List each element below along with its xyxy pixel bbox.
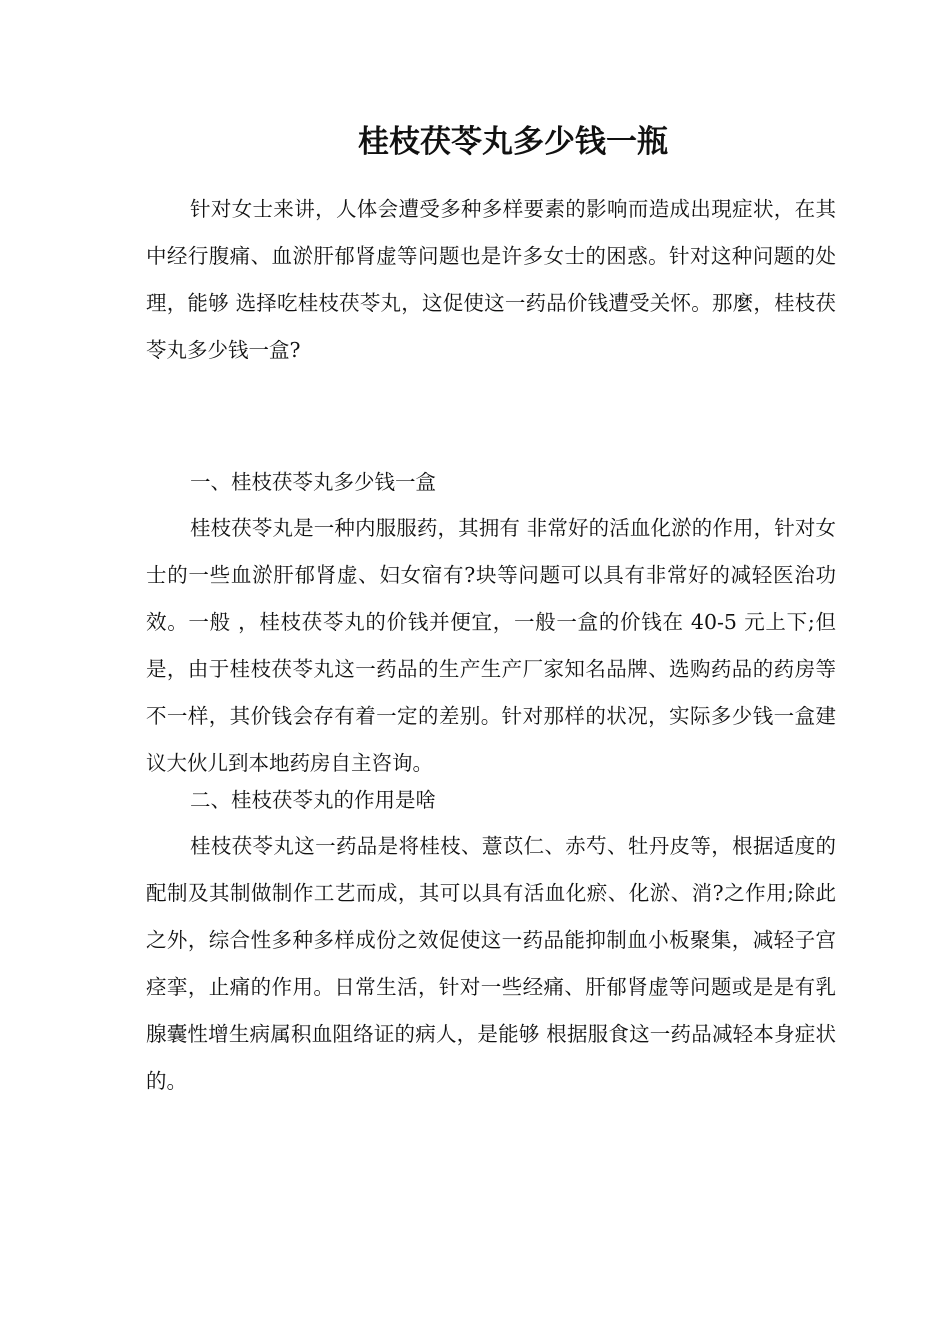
section-1-paragraph: 桂枝茯苓丸是一种内服服药，其拥有 非常好的活血化淤的作用，针对女士的一些血淤肝郁肾虚、妇女宿有?块等问题可以具有非常好的减轻医治功效。一般 ，桂枝茯苓丸的价钱并便宜，一般一盒的价钱在 40-5 元上下;但是，由于桂枝茯苓丸这一药品的生产生产厂家知名品牌、选购药品的药房等不一样，其价钱会存有着一定的差别。针对那样的状况，实际多少钱一盒建议大伙儿到本地药房自主咨询。	[146, 516, 836, 775]
intro-paragraph: 针对女士来讲，人体会遭受多种多样要素的影响而造成出現症状，在其中经行腹痛、血淤肝郁肾虚等问题也是许多女士的困惑。针对这种问题的处理，能够 选择吃桂枝茯苓丸，这促使这一药品价钱遭受关怀。那麼，桂枝茯苓丸多少钱一盒?	[146, 197, 836, 362]
section-heading-1: 一、桂枝茯苓丸多少钱一盒	[190, 470, 436, 494]
section-heading-2: 二、桂枝茯苓丸的作用是啥	[190, 788, 436, 812]
section-2-paragraph: 桂枝茯苓丸这一药品是将桂枝、薏苡仁、赤芍、牡丹皮等，根据适度的配制及其制做制作工艺而成，其可以具有活血化瘀、化淤、消?之作用;除此之外，综合性多种多样成份之效促使这一药品能抑制血小板聚集，减轻子宫痉挛，止痛的作用。日常生活，针对一些经痛、肝郁肾虚等问题或是是有乳腺囊性增生病属积血阻络证的病人，是能够 根据服食这一药品减轻本身症状的。	[146, 834, 836, 1093]
document-title: 桂枝茯苓丸多少钱一瓶	[358, 124, 668, 160]
